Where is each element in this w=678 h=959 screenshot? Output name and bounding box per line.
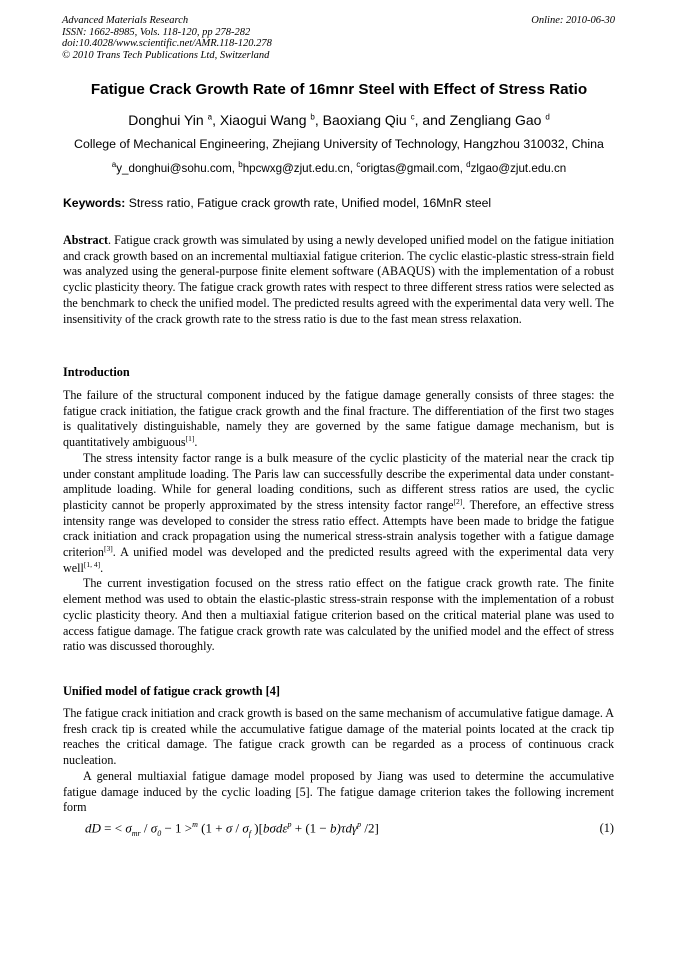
keywords: [63, 196, 491, 210]
eq-sup: p: [357, 820, 362, 829]
eq-term: )[: [251, 820, 263, 836]
intro-p2-text: .: [100, 560, 104, 575]
author-separator: , and: [414, 112, 450, 128]
citation: [3]: [103, 544, 113, 553]
author-name: Donghui Yin: [128, 112, 204, 128]
eq-term: /2]: [361, 820, 379, 836]
author-superscript: c: [410, 112, 415, 122]
keywords-text: Stress ratio, Fatigue crack growth rate, Unified model, 16MnR steel: [125, 196, 492, 210]
eq-sigma: σ: [242, 820, 249, 836]
introduction-body: [63, 388, 614, 655]
author-superscript: d: [545, 112, 550, 122]
author-list: [40, 112, 638, 128]
intro-p1-tail: .: [194, 435, 198, 450]
email-list: [30, 160, 648, 175]
email-link[interactable]: zlgao@zjut.edu.cn: [470, 161, 567, 175]
unified-model-body: [63, 706, 614, 816]
citation: [2]: [453, 496, 463, 506]
eq-sup: m: [192, 820, 198, 829]
email-superscript: c: [356, 160, 361, 169]
eq-slash: /: [232, 820, 243, 836]
author-name: Baoxiang Qiu: [322, 112, 407, 128]
email-separator: ,: [231, 161, 239, 175]
intro-p2-text: . Therefore, an effective stress intensity range was developed to consider the stress ratio effect. Attempts have been made to bridge the fatigue crack initiation and crack propagation using the numerical stress-strain analysis together with a fatigue damage criterion: [63, 497, 615, 560]
journal-issn: ISSN: 1662-8985, Vols. 118-120, pp 278-282: [62, 26, 251, 38]
eq-term: )τdγ: [336, 820, 358, 836]
eq-sigma: σ: [225, 820, 233, 836]
intro-paragraph-3: The current investigation focused on the stress ratio effect on the fatigue crack growth rate. The finite element method was used to obtain the elastic-plastic stress-strain response with the implementation of a robust cyclic plasticity theory. And then a multiaxial fatigue criterion based on the critical material plane was used to access fatigue damage. The fatigue crack growth rate was calculated by the unified model and the effect of stress ratio was discussed thoroughly.: [63, 576, 614, 654]
eq-bracket: <: [114, 820, 126, 836]
author-separator: ,: [314, 112, 323, 128]
intro-p2-text: The stress intensity factor range is a bulk measure of the cyclic plasticity of the material near the crack tip under constant amplitude loading. The Paris law can successfully describe the experimental data under constant-amplitude loading. While for general loading conditions, such as different stress ratios are used, the cyclic plasticity cannot be properly approximated by the stress intensity factor range: [63, 450, 614, 512]
author-separator: ,: [212, 112, 220, 128]
affiliation: College of Mechanical Engineering, Zhejiang University of Technology, Hangzhou 310032, China: [74, 137, 604, 151]
intro-p2-text: . A unified model was developed and the predicted results agreed with the experimental data very well: [63, 545, 614, 575]
author-name: Zengliang Gao: [449, 112, 542, 128]
eq-b: b: [329, 820, 337, 836]
eq-b: b: [262, 820, 270, 836]
email-separator: ,: [459, 161, 467, 175]
introduction-heading: Introduction: [63, 365, 130, 379]
eq-term: − 1 >: [161, 820, 193, 836]
abstract-block: [63, 233, 614, 327]
author-superscript: a: [207, 112, 213, 122]
author-superscript: b: [310, 112, 315, 122]
email-separator: ,: [349, 161, 357, 175]
eq-term: σdε: [269, 820, 288, 836]
eq-sup: p: [287, 820, 292, 829]
journal-doi[interactable]: doi:10.4028/www.scientific.net/AMR.118-120.278: [62, 38, 272, 49]
email-superscript: d: [466, 160, 471, 169]
email-link[interactable]: hpcwxg@zjut.edu.cn: [242, 161, 350, 175]
eq-slash: /: [140, 820, 151, 836]
email-superscript: a: [111, 160, 117, 169]
author-name: Xiaogui Wang: [219, 112, 307, 128]
email-superscript: b: [238, 160, 243, 169]
email-link[interactable]: y_donghui@sohu.com: [116, 161, 232, 175]
eq-term: (1 +: [197, 820, 226, 836]
equation-body: [85, 820, 379, 838]
online-date: Online: 2010-06-30: [531, 15, 615, 26]
equation-number: (1): [599, 821, 614, 835]
keywords-label: Keywords:: [63, 196, 126, 210]
eq-lhs: dD: [85, 820, 101, 836]
equation-1: [63, 820, 614, 838]
intro-p1-text: The failure of the structural component induced by the fatigue damage generally consists of three stages: the fatigue crack initiation, the fatigue crack growth and the final fracture. The differentiation of the first two stages is qualitatively distinguishable, namely they are governed by the same fatigue damage mechanism, but is quantitatively ambiguous: [63, 388, 614, 450]
citation: [1]: [185, 434, 195, 444]
eq-sub: 0: [157, 828, 162, 838]
intro-paragraph-1: [63, 388, 614, 451]
journal-header-block: [62, 15, 272, 61]
intro-paragraph-2: [63, 451, 614, 577]
email-link[interactable]: origtas@gmail.com: [360, 161, 460, 175]
journal-name: Advanced Materials Research: [62, 15, 189, 26]
eq-sigma: σ: [125, 820, 132, 836]
eq-sub: f: [248, 828, 252, 838]
abstract-text: . Fatigue crack growth was simulated by using a newly developed unified model on the fatigue initiation and crack growth based on an incremental multiaxial fatigue criterion. The cyclic elastic-plastic stress-strain field was analyzed using the general-purpose finite element software (ABAQUS) with the implementation of a robust cyclic plasticity theory. The fatigue crack growth rates with respect to three different stress ratios were selected as the benchmark to check the unified model. The predicted results agreed with the experimental data very well. The insensitivity of the crack growth rate to the stress ratio is due to the fast mean stress relaxation.: [63, 233, 614, 326]
abstract-label: Abstract: [63, 233, 109, 247]
eq-term: + (1 −: [291, 820, 330, 836]
paper-title: Fatigue Crack Growth Rate of 16mnr Steel with Effect of Stress Ratio: [90, 81, 588, 98]
citation: [1, 4]: [83, 559, 101, 569]
unified-model-heading: Unified model of fatigue crack growth [4]: [63, 684, 280, 698]
unified-paragraph-1: The fatigue crack initiation and crack growth is based on the same mechanism of accumulative fatigue damage. A fresh crack tip is created while the accumulative fatigue damage of the material points located at the crack tip reaches the critical damage. The fatigue crack growth can be regarded as a process of continuous crack nucleation.: [63, 706, 614, 768]
unified-paragraph-2: A general multiaxial fatigue damage model proposed by Jiang was used to determine the accumulative fatigue damage induced by the cyclic loading [5]. The fatigue damage criterion takes the following increment form: [63, 768, 614, 815]
eq-sigma: σ: [150, 820, 158, 836]
journal-copyright: © 2010 Trans Tech Publications Ltd, Switzerland: [62, 49, 270, 61]
eq-equals: =: [100, 820, 115, 836]
eq-sub: mr: [131, 828, 141, 838]
